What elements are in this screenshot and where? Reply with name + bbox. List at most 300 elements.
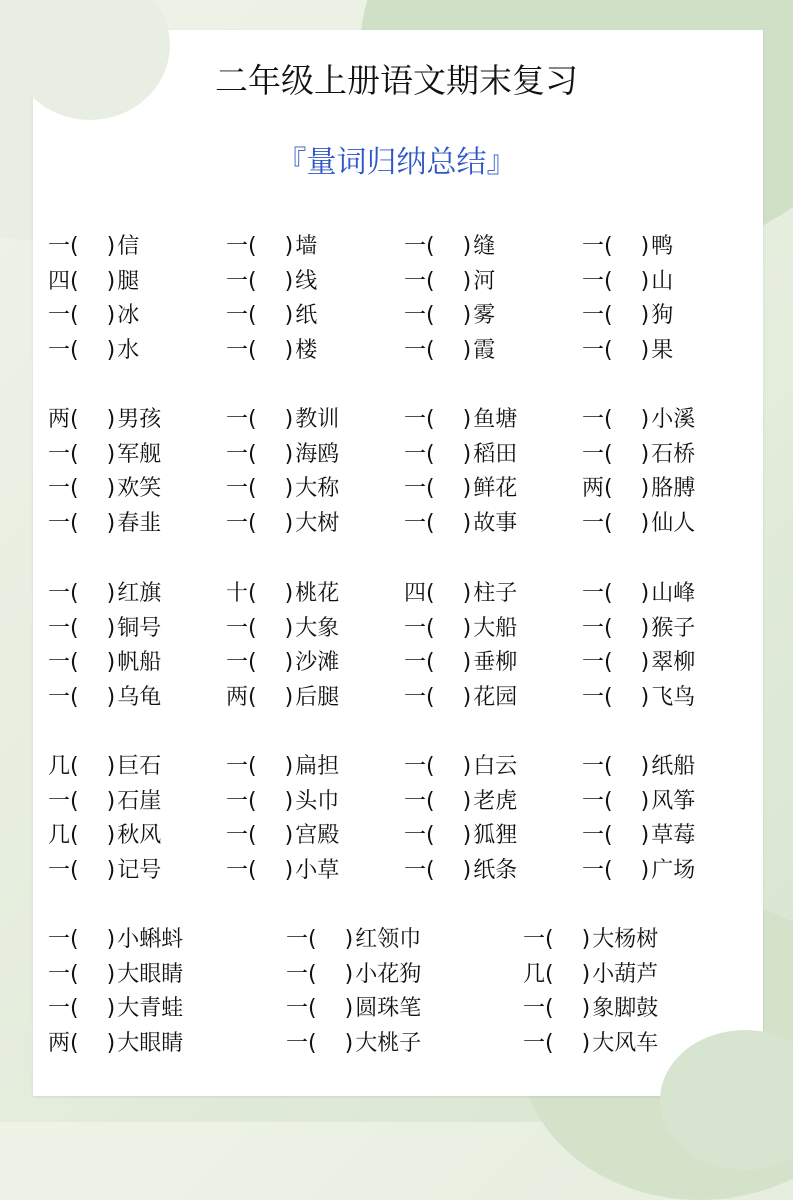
exercise-item [404, 683, 517, 713]
close-paren: ) [106, 996, 116, 1022]
quantity-number: 两 [48, 407, 71, 432]
close-paren: ) [640, 441, 650, 467]
quantity-number: 一 [404, 650, 427, 676]
quantity-number: 两 [48, 1030, 71, 1056]
open-paren: ( [545, 927, 554, 952]
quantity-number: 一 [226, 754, 249, 779]
quantity-number: 一 [404, 754, 427, 779]
noun-word: 故事 [473, 510, 518, 536]
open-paren: ( [248, 441, 257, 467]
open-paren: ( [308, 927, 317, 952]
close-paren: ) [284, 684, 294, 710]
close-paren: ) [462, 650, 472, 676]
quantity-number: 一 [226, 823, 249, 849]
exercise-item [404, 509, 517, 539]
quantity-number: 一 [48, 615, 71, 641]
exercise-item [523, 925, 658, 955]
exercise-item [226, 267, 317, 297]
open-paren: ( [604, 823, 613, 849]
exercise-item [226, 579, 339, 609]
noun-word: 圆珠笔 [355, 996, 422, 1022]
exercise-group [48, 405, 768, 543]
quantity-number: 一 [226, 650, 249, 676]
quantity-number: 一 [48, 650, 71, 676]
quantity-number: 一 [582, 650, 605, 676]
noun-word: 风筝 [651, 788, 696, 814]
exercise-item [48, 752, 161, 782]
noun-word: 鱼塘 [473, 407, 518, 432]
open-paren: ( [248, 615, 257, 641]
quantity-number: 一 [226, 234, 249, 259]
exercise-group [48, 752, 768, 890]
page-title: 二年级上册语文期末复习 [215, 61, 578, 100]
open-paren: ( [70, 996, 79, 1022]
exercise-item [48, 474, 161, 504]
open-paren: ( [248, 268, 257, 294]
noun-word: 小蝌蚪 [117, 927, 184, 952]
exercise-item [226, 474, 339, 504]
open-paren: ( [70, 268, 79, 294]
noun-word: 象脚鼓 [592, 996, 659, 1022]
exercise-row [48, 925, 768, 960]
noun-word: 大青蛙 [117, 996, 184, 1022]
quantity-number: 一 [523, 996, 546, 1022]
quantity-number: 一 [523, 927, 546, 952]
close-paren: ) [640, 823, 650, 849]
close-paren: ) [284, 476, 294, 502]
quantity-number: 一 [404, 510, 427, 536]
exercise-item [582, 474, 695, 504]
open-paren: ( [70, 476, 79, 502]
open-paren: ( [70, 650, 79, 676]
close-paren: ) [106, 1030, 116, 1056]
exercise-item [48, 336, 139, 366]
exercise-item [286, 1029, 421, 1059]
close-paren: ) [462, 337, 472, 363]
quantity-number: 一 [582, 684, 605, 710]
quantity-number: 一 [226, 303, 249, 329]
noun-word: 大称 [295, 476, 340, 502]
open-paren: ( [604, 581, 613, 606]
exercise-item [582, 267, 673, 297]
quantity-number: 一 [582, 788, 605, 814]
open-paren: ( [604, 857, 613, 883]
exercise-item [226, 683, 339, 713]
open-paren: ( [248, 581, 257, 606]
open-paren: ( [426, 754, 435, 779]
close-paren: ) [462, 754, 472, 779]
noun-word: 大象 [295, 615, 340, 641]
exercise-item [226, 509, 339, 539]
page-subtitle: 『量词归纳总结』 [276, 145, 517, 180]
exercise-item [226, 648, 339, 678]
exercise-row [48, 648, 768, 683]
close-paren: ) [640, 615, 650, 641]
noun-word: 红旗 [117, 581, 162, 606]
open-paren: ( [70, 857, 79, 883]
close-paren: ) [106, 337, 116, 363]
quantity-number: 一 [582, 823, 605, 849]
close-paren: ) [640, 581, 650, 606]
close-paren: ) [106, 510, 116, 536]
noun-word: 春韭 [117, 510, 162, 536]
open-paren: ( [308, 996, 317, 1022]
close-paren: ) [284, 510, 294, 536]
noun-word: 大船 [473, 615, 518, 641]
noun-word: 翠柳 [651, 650, 696, 676]
close-paren: ) [106, 823, 116, 849]
close-paren: ) [106, 650, 116, 676]
close-paren: ) [106, 857, 116, 883]
noun-word: 小草 [295, 857, 340, 883]
quantity-number: 一 [404, 823, 427, 849]
close-paren: ) [462, 684, 472, 710]
quantity-number: 一 [404, 337, 427, 363]
noun-word: 乌龟 [117, 684, 162, 710]
exercise-item [404, 405, 517, 435]
close-paren: ) [284, 823, 294, 849]
quantity-number: 十 [226, 581, 249, 606]
open-paren: ( [70, 581, 79, 606]
exercise-row [48, 579, 768, 614]
close-paren: ) [462, 268, 472, 294]
quantity-number: 一 [226, 857, 249, 883]
open-paren: ( [545, 961, 554, 987]
quantity-number: 两 [226, 684, 249, 710]
exercise-group [48, 579, 768, 717]
exercise-item [523, 1029, 658, 1059]
close-paren: ) [344, 927, 354, 952]
quantity-number: 一 [404, 615, 427, 641]
quantity-number: 一 [404, 234, 427, 259]
close-paren: ) [106, 476, 116, 502]
noun-word: 记号 [117, 857, 162, 883]
noun-word: 雾 [473, 303, 496, 329]
noun-word: 桃花 [295, 581, 340, 606]
noun-word: 老虎 [473, 788, 518, 814]
quantity-number: 一 [404, 476, 427, 502]
open-paren: ( [604, 684, 613, 710]
noun-word: 巨石 [117, 754, 162, 779]
close-paren: ) [284, 337, 294, 363]
open-paren: ( [604, 754, 613, 779]
quantity-number: 一 [226, 268, 249, 294]
noun-word: 果 [651, 337, 674, 363]
quantity-number: 一 [404, 684, 427, 710]
open-paren: ( [604, 615, 613, 641]
exercise-item [404, 440, 517, 470]
exercise-item [48, 301, 139, 331]
exercise-row [48, 856, 768, 891]
close-paren: ) [640, 268, 650, 294]
close-paren: ) [581, 996, 591, 1022]
open-paren: ( [426, 823, 435, 849]
open-paren: ( [70, 407, 79, 432]
open-paren: ( [545, 996, 554, 1022]
noun-word: 小葫芦 [592, 961, 659, 987]
exercise-row [48, 267, 768, 302]
exercise-item [582, 579, 695, 609]
exercise-row [48, 960, 768, 995]
exercise-item [48, 821, 161, 851]
close-paren: ) [462, 581, 472, 606]
open-paren: ( [426, 337, 435, 363]
noun-word: 垂柳 [473, 650, 518, 676]
exercise-group [48, 232, 768, 370]
quantity-number: 几 [48, 754, 71, 779]
open-paren: ( [70, 510, 79, 536]
open-paren: ( [604, 441, 613, 467]
exercise-row [48, 336, 768, 371]
close-paren: ) [462, 407, 472, 432]
quantity-number: 一 [404, 788, 427, 814]
close-paren: ) [344, 1030, 354, 1056]
exercise-row [48, 509, 768, 544]
noun-word: 石桥 [651, 441, 696, 467]
close-paren: ) [284, 234, 294, 259]
open-paren: ( [70, 823, 79, 849]
close-paren: ) [640, 337, 650, 363]
exercise-item [404, 267, 495, 297]
quantity-number: 一 [523, 1030, 546, 1056]
exercise-row [48, 232, 768, 267]
noun-word: 大眼睛 [117, 1030, 184, 1056]
noun-word: 头巾 [295, 788, 340, 814]
exercise-item [404, 856, 517, 886]
quantity-number: 一 [226, 788, 249, 814]
noun-word: 大眼睛 [117, 961, 184, 987]
open-paren: ( [70, 961, 79, 987]
exercise-item [582, 405, 695, 435]
exercise-item [48, 994, 183, 1024]
close-paren: ) [106, 407, 116, 432]
exercise-item [404, 336, 495, 366]
open-paren: ( [604, 510, 613, 536]
exercise-group [48, 925, 768, 1063]
close-paren: ) [106, 268, 116, 294]
exercise-item [226, 440, 339, 470]
exercise-item [582, 440, 695, 470]
open-paren: ( [426, 510, 435, 536]
quantity-number: 一 [582, 510, 605, 536]
noun-word: 小溪 [651, 407, 696, 432]
close-paren: ) [581, 961, 591, 987]
noun-word: 广场 [651, 857, 696, 883]
quantity-number: 一 [404, 441, 427, 467]
close-paren: ) [284, 650, 294, 676]
quantity-number: 一 [48, 857, 71, 883]
exercise-item [226, 301, 317, 331]
noun-word: 教训 [295, 407, 340, 432]
exercise-item [48, 232, 139, 262]
open-paren: ( [248, 788, 257, 814]
noun-word: 山 [651, 268, 674, 294]
quantity-number: 几 [523, 961, 546, 987]
open-paren: ( [248, 234, 257, 259]
exercise-item [48, 787, 161, 817]
open-paren: ( [70, 1030, 79, 1056]
exercise-row [48, 1029, 768, 1064]
exercise-item [48, 509, 161, 539]
exercise-item [48, 648, 161, 678]
open-paren: ( [426, 303, 435, 329]
open-paren: ( [308, 961, 317, 987]
noun-word: 沙滩 [295, 650, 340, 676]
quantity-number: 一 [48, 927, 71, 952]
open-paren: ( [604, 476, 613, 502]
open-paren: ( [248, 476, 257, 502]
exercise-item [582, 856, 695, 886]
noun-word: 后腿 [295, 684, 340, 710]
close-paren: ) [284, 581, 294, 606]
exercise-item [404, 474, 517, 504]
open-paren: ( [426, 581, 435, 606]
quantity-number: 一 [48, 303, 71, 329]
close-paren: ) [462, 476, 472, 502]
close-paren: ) [106, 927, 116, 952]
close-paren: ) [106, 303, 116, 329]
quantity-number: 一 [582, 268, 605, 294]
noun-word: 大桃子 [355, 1030, 422, 1056]
quantity-number: 一 [226, 476, 249, 502]
open-paren: ( [70, 754, 79, 779]
quantity-number: 四 [404, 581, 427, 606]
exercise-item [286, 925, 421, 955]
close-paren: ) [284, 615, 294, 641]
close-paren: ) [640, 684, 650, 710]
close-paren: ) [462, 510, 472, 536]
open-paren: ( [248, 650, 257, 676]
exercise-item [48, 267, 139, 297]
exercise-item [582, 752, 695, 782]
exercise-item [48, 960, 183, 990]
exercise-item [582, 821, 695, 851]
open-paren: ( [604, 303, 613, 329]
exercise-item [404, 301, 495, 331]
open-paren: ( [248, 857, 257, 883]
exercise-item [48, 1029, 183, 1059]
exercise-item [286, 960, 421, 990]
close-paren: ) [106, 788, 116, 814]
open-paren: ( [70, 788, 79, 814]
noun-word: 河 [473, 268, 496, 294]
noun-word: 狐狸 [473, 823, 518, 849]
close-paren: ) [344, 996, 354, 1022]
open-paren: ( [426, 407, 435, 432]
quantity-number: 一 [226, 615, 249, 641]
close-paren: ) [462, 303, 472, 329]
exercise-item [48, 405, 161, 435]
open-paren: ( [70, 441, 79, 467]
close-paren: ) [284, 441, 294, 467]
exercise-item [582, 648, 695, 678]
exercise-item [582, 614, 695, 644]
quantity-number: 一 [48, 581, 71, 606]
open-paren: ( [604, 234, 613, 259]
close-paren: ) [344, 961, 354, 987]
open-paren: ( [248, 823, 257, 849]
exercise-row [48, 440, 768, 475]
quantity-number: 一 [582, 581, 605, 606]
noun-word: 狗 [651, 303, 674, 329]
open-paren: ( [248, 684, 257, 710]
open-paren: ( [70, 615, 79, 641]
noun-word: 楼 [295, 337, 318, 363]
noun-word: 男孩 [117, 407, 162, 432]
close-paren: ) [640, 476, 650, 502]
close-paren: ) [284, 303, 294, 329]
quantity-number: 一 [48, 234, 71, 259]
exercise-item [226, 856, 339, 886]
open-paren: ( [70, 337, 79, 363]
open-paren: ( [426, 788, 435, 814]
noun-word: 扁担 [295, 754, 340, 779]
quantity-number: 一 [48, 337, 71, 363]
quantity-number: 一 [404, 303, 427, 329]
noun-word: 红领巾 [355, 927, 422, 952]
open-paren: ( [248, 510, 257, 536]
noun-word: 稻田 [473, 441, 518, 467]
quantity-number: 一 [404, 407, 427, 432]
close-paren: ) [462, 788, 472, 814]
exercise-item [48, 579, 161, 609]
quantity-number: 一 [48, 961, 71, 987]
noun-word: 飞鸟 [651, 684, 696, 710]
close-paren: ) [106, 234, 116, 259]
quantity-number: 一 [582, 615, 605, 641]
exercise-item [404, 648, 517, 678]
noun-word: 鸭 [651, 234, 674, 259]
noun-word: 海鸥 [295, 441, 340, 467]
exercise-item [582, 509, 695, 539]
exercise-item [582, 232, 673, 262]
noun-word: 纸条 [473, 857, 518, 883]
open-paren: ( [604, 407, 613, 432]
open-paren: ( [248, 754, 257, 779]
noun-word: 纸船 [651, 754, 696, 779]
noun-word: 小花狗 [355, 961, 422, 987]
open-paren: ( [545, 1030, 554, 1056]
close-paren: ) [640, 788, 650, 814]
noun-word: 缝 [473, 234, 496, 259]
exercise-row [48, 752, 768, 787]
noun-word: 石崖 [117, 788, 162, 814]
open-paren: ( [426, 857, 435, 883]
exercise-row [48, 787, 768, 822]
exercise-item [226, 405, 339, 435]
exercise-item [226, 614, 339, 644]
open-paren: ( [70, 303, 79, 329]
noun-word: 草莓 [651, 823, 696, 849]
exercise-item [582, 336, 673, 366]
quantity-number: 四 [48, 268, 71, 294]
exercise-row [48, 821, 768, 856]
quantity-number: 一 [226, 337, 249, 363]
quantity-number: 一 [404, 857, 427, 883]
quantity-number: 一 [582, 407, 605, 432]
noun-word: 大树 [295, 510, 340, 536]
quantity-number: 两 [582, 476, 605, 502]
noun-word: 腿 [117, 268, 140, 294]
noun-word: 纸 [295, 303, 318, 329]
open-paren: ( [70, 927, 79, 952]
noun-word: 秋风 [117, 823, 162, 849]
noun-word: 铜号 [117, 615, 162, 641]
quantity-number: 一 [582, 234, 605, 259]
open-paren: ( [604, 650, 613, 676]
close-paren: ) [462, 823, 472, 849]
noun-word: 白云 [473, 754, 518, 779]
